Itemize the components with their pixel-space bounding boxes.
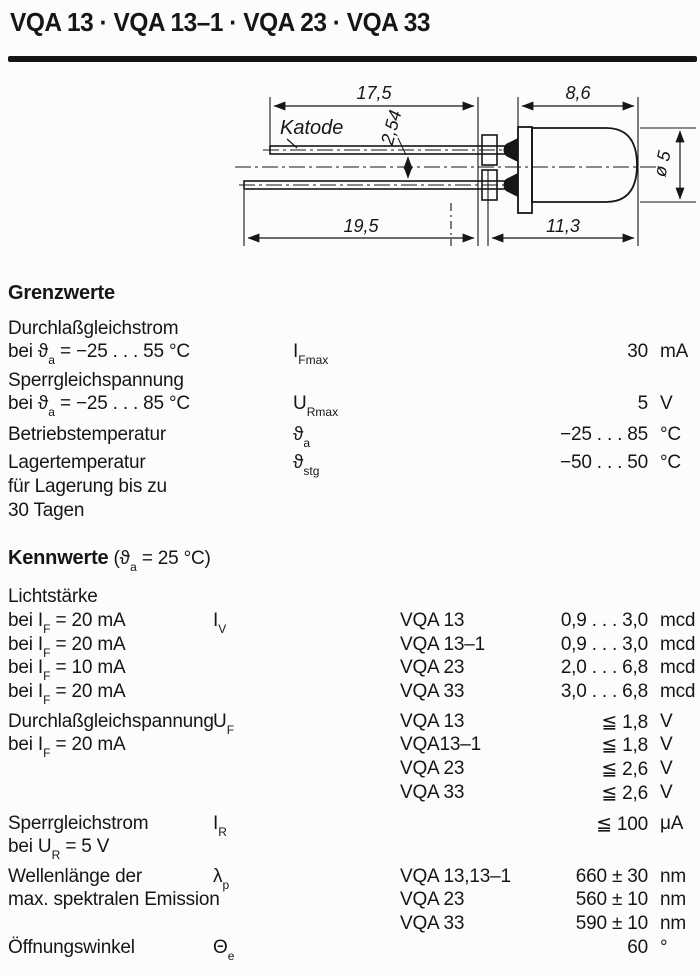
- dim-body-total-label: 11,3: [546, 216, 580, 236]
- table-row: [0, 782, 700, 806]
- unit: mcd: [660, 657, 696, 678]
- table-row: [0, 889, 700, 913]
- value: −50 . . . 50: [560, 452, 648, 473]
- kennwerte-heading: Kennwerte ($ϑ_a = 25$ °C): [8, 547, 211, 574]
- symbol: $\lambda_p$: [213, 866, 230, 892]
- row-label: Durchlaßgleichspannung: [8, 711, 214, 732]
- value: 660 ± 30: [575, 866, 648, 887]
- row-condition: bei $I_F = 20$ mA: [8, 734, 126, 760]
- row-label: 30 Tagen: [8, 500, 85, 521]
- table-row: [0, 500, 700, 524]
- value: 3,0 . . . 6,8: [560, 681, 648, 702]
- value: 30: [627, 341, 648, 362]
- symbol: $ϑ_{stg}$: [293, 452, 320, 478]
- led-dome: [532, 128, 637, 202]
- table-row: [0, 937, 700, 961]
- unit: °: [660, 937, 668, 958]
- device-name: VQA 23: [400, 657, 465, 678]
- led-drawing-svg: [0, 75, 700, 350]
- unit: V: [660, 782, 673, 803]
- device-name: VQA 13: [400, 711, 465, 732]
- table-row: [0, 318, 700, 342]
- table-row: [0, 758, 700, 782]
- page-title: VQA 13 · VQA 13–1 · VQA 23 · VQA 33: [10, 7, 431, 37]
- table-row: [0, 393, 700, 417]
- table-row: [0, 634, 700, 658]
- row-condition: bei $I_F = 20$ mA: [8, 681, 126, 707]
- device-name: VQA 23: [400, 889, 465, 910]
- symbol: $U_F$: [213, 711, 235, 737]
- unit: °C: [660, 452, 681, 473]
- device-name: VQA 33: [400, 681, 465, 702]
- symbol: $I_{Fmax}$: [293, 341, 329, 367]
- unit: mcd: [660, 634, 696, 655]
- unit: V: [660, 393, 673, 414]
- value: 2,0 . . . 6,8: [560, 657, 648, 678]
- row-label: für Lagerung bis zu: [8, 476, 167, 497]
- table-row: [0, 681, 700, 705]
- dim-pitch-label: 2,54: [377, 107, 406, 147]
- dim-top-lead-label: 17,5: [356, 83, 392, 103]
- table-row: [0, 610, 700, 634]
- symbol: $U_{Rmax}$: [293, 393, 339, 419]
- value: 560 ± 10: [575, 889, 648, 910]
- value: 0,9 . . . 3,0: [560, 634, 648, 655]
- table-row: [0, 657, 700, 681]
- title-rule: [8, 56, 697, 62]
- center-lines: [235, 150, 658, 185]
- row-label: Öffnungswinkel: [8, 937, 135, 958]
- row-condition: bei $I_F = 20$ mA: [8, 610, 126, 636]
- led-flange: [518, 127, 532, 213]
- value: ≦ 100: [596, 814, 648, 835]
- device-name: VQA 13–1: [400, 634, 486, 655]
- led-body: [518, 127, 637, 213]
- table-row: [0, 711, 700, 735]
- row-label: max. spektralen Emission: [8, 889, 220, 910]
- table-row: [0, 370, 700, 394]
- table-row: [0, 913, 700, 937]
- row-label: Lagertemperatur: [8, 452, 146, 473]
- row-label: Sperrgleichspannung: [8, 370, 184, 391]
- value: 0,9 . . . 3,0: [560, 610, 648, 631]
- katode-label: Katode: [280, 117, 344, 139]
- table-row: [0, 586, 700, 610]
- device-name: VQA 33: [400, 782, 465, 803]
- unit: V: [660, 758, 673, 779]
- dim-body-width-label: 8,6: [565, 83, 591, 103]
- row-condition: bei $I_F = 20$ mA: [8, 634, 126, 660]
- device-name: VQA 33: [400, 913, 465, 934]
- value: 5: [637, 393, 648, 414]
- led-dimension-drawing: [0, 75, 700, 275]
- unit: mcd: [660, 681, 696, 702]
- symbol: $\Theta_e$: [213, 937, 235, 963]
- unit: nm: [660, 866, 686, 887]
- symbol: $ϑ_a$: [293, 424, 311, 450]
- value: −25 . . . 85: [560, 424, 648, 445]
- table-row: [0, 424, 700, 448]
- table-row: [0, 452, 700, 476]
- row-condition: bei $ϑ_a = -25$ . . . 85 °C: [8, 393, 190, 419]
- unit: nm: [660, 913, 686, 934]
- grenzwerte-heading: Grenzwerte: [8, 282, 115, 304]
- row-label: Lichtstärke: [8, 586, 98, 607]
- value: ≦ 1,8: [601, 712, 648, 733]
- device-name: VQA 13,13–1: [400, 866, 511, 887]
- row-label: Betriebstemperatur: [8, 424, 166, 445]
- value: 590 ± 10: [575, 913, 648, 934]
- unit: μA: [660, 813, 684, 834]
- row-condition: bei $I_F = 10$ mA: [8, 657, 126, 683]
- table-row: [0, 476, 700, 500]
- unit: mA: [660, 341, 689, 362]
- value: 60: [627, 937, 648, 958]
- table-row: [0, 866, 700, 890]
- symbol: $I_V$: [213, 610, 227, 636]
- kennwerte-heading-condition: ($ϑ_a = 25$ °C): [108, 548, 211, 574]
- table-row: [0, 341, 700, 365]
- table-row: [0, 734, 700, 758]
- value: ≦ 2,6: [601, 759, 648, 780]
- table-row: [0, 836, 700, 860]
- value: ≦ 2,6: [601, 783, 648, 804]
- symbol: $I_R$: [213, 813, 227, 839]
- unit: °C: [660, 424, 681, 445]
- table-row: [0, 813, 700, 837]
- unit: V: [660, 734, 673, 755]
- dim-diameter-label: ø 5: [649, 148, 675, 179]
- row-condition: bei $U_R = 5$ V: [8, 836, 110, 862]
- device-name: VQA 13: [400, 610, 465, 631]
- row-label: Sperrgleichstrom: [8, 813, 149, 834]
- unit: nm: [660, 889, 686, 910]
- dim-bottom-lead-label: 19,5: [343, 216, 379, 236]
- device-name: VQA 23: [400, 758, 465, 779]
- value: ≦ 1,8: [601, 735, 648, 756]
- unit: V: [660, 711, 673, 732]
- row-label: Wellenlänge der: [8, 866, 142, 887]
- row-condition: bei $ϑ_a = -25$ . . . 55 °C: [8, 341, 190, 367]
- row-label: Durchlaßgleichstrom: [8, 318, 179, 339]
- device-name: VQA13–1: [400, 734, 481, 755]
- unit: mcd: [660, 610, 696, 631]
